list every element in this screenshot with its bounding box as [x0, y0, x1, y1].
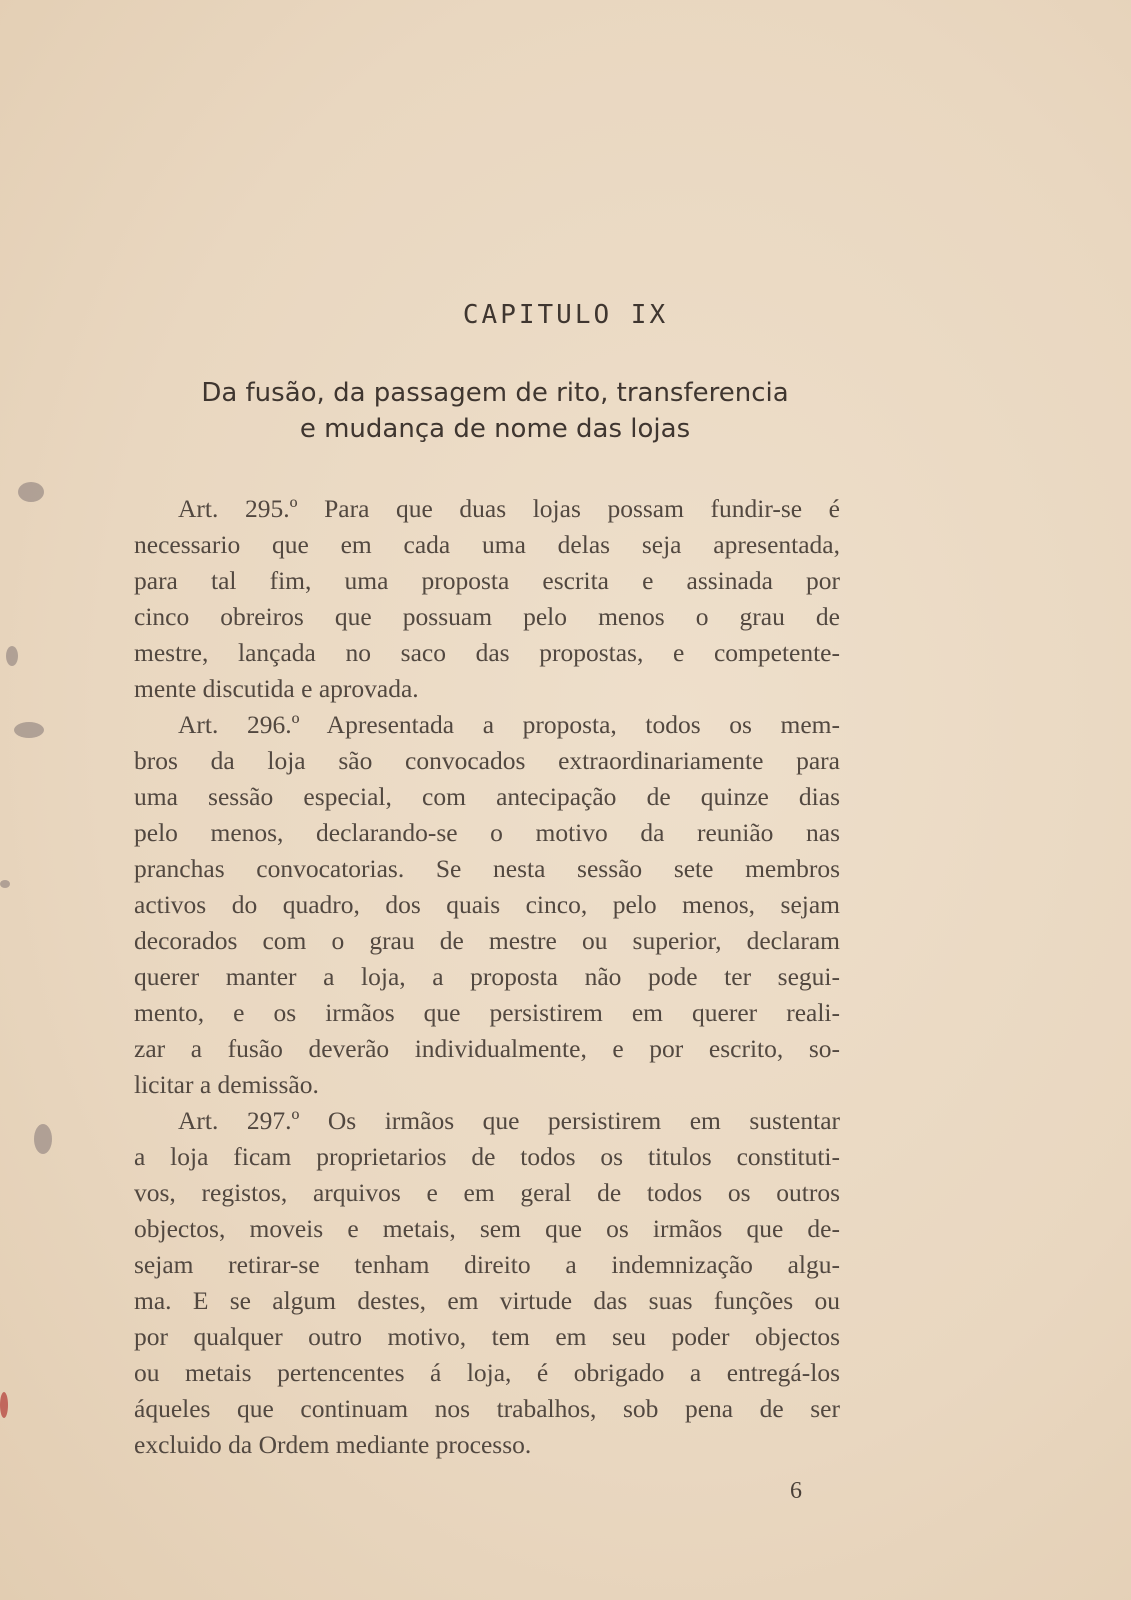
binding-mark [6, 646, 18, 666]
text-line: excluido da Ordem mediante processo. [134, 1430, 532, 1459]
text-line: mente discutida e aprovada. [134, 674, 419, 703]
text-line: uma sessão especial, com antecipação de quinze dias [134, 782, 840, 811]
chapter-heading: CAPITULO IX [462, 300, 669, 330]
text-line: querer manter a loja, a proposta não pode ter segui- [134, 962, 840, 991]
text-line: necessario que em cada uma delas seja apresentada, [134, 530, 840, 559]
body-text [134, 491, 840, 1463]
page-number: 6 [790, 1478, 802, 1504]
text-line: mestre, lançada no saco das propostas, e competente- [134, 638, 840, 667]
text-line: ou metais pertencentes á loja, é obrigado a entregá-los [134, 1358, 840, 1387]
text-line: vos, registos, arquivos e em geral de todos os outros [134, 1178, 840, 1207]
section-title-line-1: Da fusão, da passagem de rito, transferencia [201, 378, 789, 408]
text-line: decorados com o grau de mestre ou superior, declaram [134, 926, 840, 955]
text-line: objectos, moveis e metais, sem que os irmãos que de- [134, 1214, 840, 1243]
text-line: cinco obreiros que possuam pelo menos o grau de [134, 602, 840, 631]
text-line: Art. 295.º Para que duas lojas possam fundir-se é [178, 494, 840, 523]
binding-mark [18, 482, 44, 502]
binding-mark [0, 880, 10, 888]
text-line: sejam retirar-se tenham direito a indemnização algu- [134, 1250, 840, 1279]
text-line: zar a fusão deverão individualmente, e por escrito, so- [134, 1034, 840, 1063]
text-line: licitar a demissão. [134, 1070, 319, 1099]
text-line: Art. 297.º Os irmãos que persistirem em sustentar [178, 1106, 840, 1135]
binding-mark [0, 1392, 8, 1418]
text-line: Art. 296.º Apresentada a proposta, todos os mem- [178, 710, 840, 739]
text-line: bros da loja são convocados extraordinariamente para [134, 746, 840, 775]
text-line: áqueles que continuam nos trabalhos, sob pena de ser [134, 1394, 840, 1423]
binding-mark [34, 1124, 52, 1154]
binding-mark [14, 722, 44, 738]
text-line: pelo menos, declarando-se o motivo da reunião nas [134, 818, 840, 847]
text-line: para tal fim, uma proposta escrita e assinada por [134, 566, 840, 595]
text-line: por qualquer outro motivo, tem em seu poder objectos [134, 1322, 840, 1351]
text-line: pranchas convocatorias. Se nesta sessão sete membros [134, 854, 840, 883]
text-line: a loja ficam proprietarios de todos os titulos constituti- [134, 1142, 840, 1171]
text-line: ma. E se algum destes, em virtude das suas funções ou [134, 1286, 840, 1315]
section-title-line-2: e mudança de nome das lojas [299, 414, 691, 444]
text-line: activos do quadro, dos quais cinco, pelo menos, sejam [134, 890, 840, 919]
text-line: mento, e os irmãos que persistirem em querer reali- [134, 998, 840, 1027]
section-title [130, 375, 860, 447]
